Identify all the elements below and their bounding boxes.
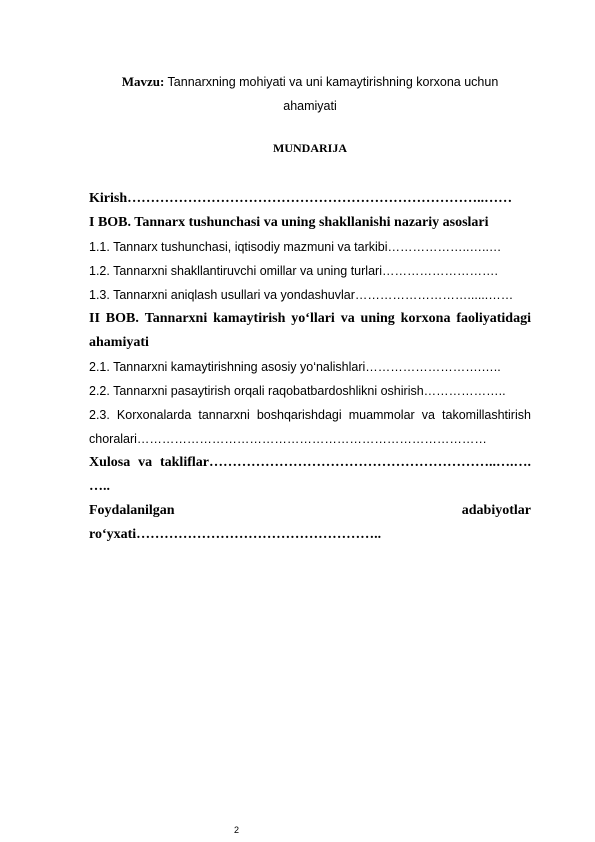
topic-heading bbox=[110, 70, 510, 118]
toc-word: yo‘llari bbox=[291, 311, 335, 326]
toc-word: kamaytirish bbox=[213, 311, 286, 326]
toc-word: Xulosa bbox=[89, 455, 131, 470]
topic-text-2: ahamiyati bbox=[283, 99, 337, 113]
toc-references-line-1 bbox=[89, 499, 531, 523]
toc-word: adabiyotlar bbox=[461, 503, 531, 518]
toc-word: muammolar bbox=[348, 408, 415, 422]
toc-word: korxona bbox=[400, 311, 451, 326]
toc-section-1-3: 1.3. Tannarxni aniqlash usullari va yondashuvlar………………………......…… bbox=[89, 288, 514, 302]
toc-word: va bbox=[138, 455, 153, 470]
toc-section-1-2: 1.2. Tannarxni shakllantiruvchi omillar va uning turlari………………………. bbox=[89, 264, 498, 278]
toc-section-2-1: 2.1. Tannarxni kamaytirishning asosiy yo‘nalishlari……………………….….. bbox=[89, 360, 501, 374]
topic-line-1 bbox=[110, 70, 510, 94]
toc-word: 2.3. bbox=[89, 408, 110, 422]
toc-word: tannarxni bbox=[198, 408, 250, 422]
toc-conclusion-line-2: ….. bbox=[89, 479, 110, 494]
toc-word: boshqarishdagi bbox=[256, 408, 342, 422]
toc-chapter-1: I BOB. Tannarx tushunchasi va uning shakllanishi nazariy asoslari bbox=[89, 215, 489, 230]
topic-text-1: Tannarxning mohiyati va uni kamaytirishning korxona uchun bbox=[167, 75, 499, 89]
toc-intro: Kirish…………………………………………………………………..…… bbox=[89, 191, 513, 206]
toc-chapter-2-line-1 bbox=[89, 307, 531, 331]
toc-word: takomillashtirish bbox=[442, 408, 531, 422]
toc-word: Foydalanilgan bbox=[89, 503, 175, 518]
toc-word: faoliyatidagi bbox=[456, 311, 531, 326]
toc-word: Tannarxni bbox=[144, 311, 208, 326]
page-number: 2 bbox=[234, 825, 240, 835]
toc-section-2-2: 2.2. Tannarxni pasaytirish orqali raqobatbardoshlikni oshirish……………….. bbox=[89, 384, 506, 398]
toc-section-2-3-line-1 bbox=[89, 403, 531, 427]
toc-title: MUNDARIJA bbox=[273, 141, 347, 155]
table-of-contents bbox=[89, 187, 531, 547]
topic-label: Mavzu: bbox=[121, 74, 165, 89]
toc-word: va bbox=[421, 408, 435, 422]
toc-conclusion-line-1 bbox=[89, 451, 531, 475]
toc-references-line-2: ro‘yxati…………………………………………….. bbox=[89, 527, 382, 542]
toc-word: va bbox=[340, 311, 355, 326]
toc-word: takliflar……………………………………………………..….…. bbox=[159, 455, 531, 470]
toc-chapter-2-line-2: ahamiyati bbox=[89, 335, 149, 350]
toc-word: II bbox=[89, 311, 100, 326]
toc-word: uning bbox=[360, 311, 395, 326]
toc-section-2-3-line-2: choralari………………………………………………………………………… bbox=[89, 432, 487, 446]
toc-word: Korxonalarda bbox=[116, 408, 192, 422]
toc-word: BOB. bbox=[105, 311, 139, 326]
toc-section-1-1: 1.1. Tannarx tushunchasi, iqtisodiy mazmuni va tarkibi………………..…..… bbox=[89, 240, 502, 254]
